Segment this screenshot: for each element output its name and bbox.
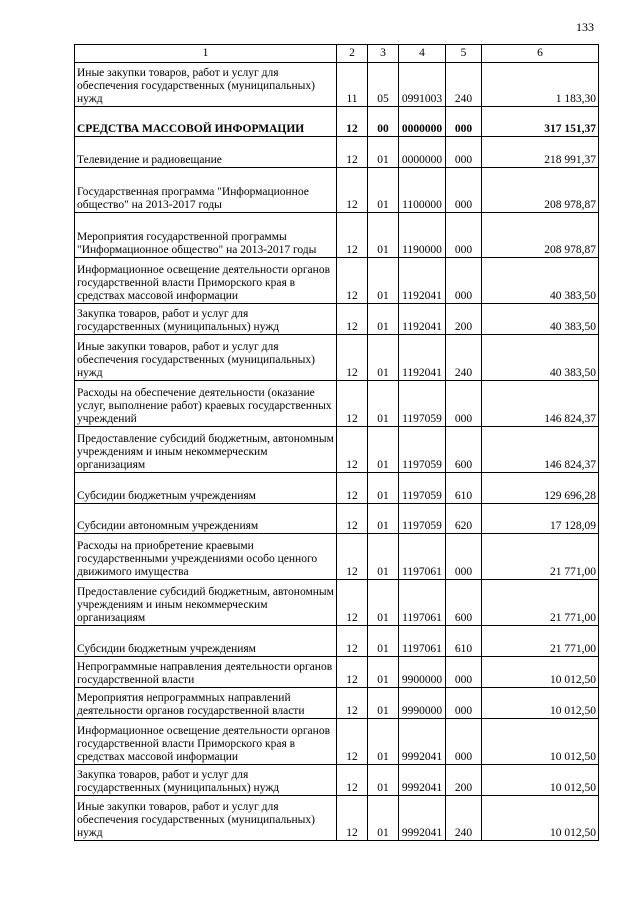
table-row [75,427,599,473]
row-expense-type: 000 [446,168,482,213]
row-target-code: 9992041 [399,796,446,841]
row-expense-type: 240 [446,335,482,381]
row-target-code: 1192041 [399,258,446,304]
row-amount: 21 771,00 [482,626,599,657]
row-expense-type: 610 [446,626,482,657]
budget-table [74,44,599,841]
row-section: 12 [337,258,368,304]
row-name: Государственная программа "Информационное общество" на 2013-2017 годы [75,168,337,213]
column-header: 2 [337,45,368,63]
row-subsection: 00 [368,107,399,137]
row-expense-type: 000 [446,107,482,137]
row-name: Субсидии автономным учреждениям [75,504,337,534]
row-target-code: 0000000 [399,137,446,168]
row-section: 12 [337,657,368,688]
table-row [75,719,599,765]
row-name: Закупка товаров, работ и услуг для государственных (муниципальных) нужд [75,304,337,335]
row-subsection: 05 [368,63,399,107]
row-section: 12 [337,168,368,213]
row-subsection: 01 [368,258,399,304]
table-row [75,534,599,580]
row-name: Субсидии бюджетным учреждениям [75,626,337,657]
row-expense-type: 000 [446,657,482,688]
row-amount: 1 183,30 [482,63,599,107]
row-target-code: 1197059 [399,504,446,534]
row-amount: 10 012,50 [482,688,599,719]
table-row [75,765,599,796]
column-header: 1 [75,45,337,63]
row-section: 12 [337,335,368,381]
row-amount: 146 824,37 [482,427,599,473]
table-row [75,796,599,841]
row-subsection: 01 [368,473,399,504]
row-section: 12 [337,688,368,719]
row-subsection: 01 [368,688,399,719]
row-expense-type: 240 [446,63,482,107]
row-name: Иные закупки товаров, работ и услуг для обеспечения государственных (муниципальных) нужд [75,335,337,381]
row-expense-type: 000 [446,213,482,258]
row-expense-type: 600 [446,580,482,626]
table-row [75,688,599,719]
row-name: Расходы на обеспечение деятельности (оказание услуг, выполнение работ) краевых государственных учреждений [75,381,337,427]
row-subsection: 01 [368,626,399,657]
row-subsection: 01 [368,168,399,213]
row-name: Иные закупки товаров, работ и услуг для обеспечения государственных (муниципальных) нужд [75,796,337,841]
table-row [75,657,599,688]
table-row [75,626,599,657]
row-target-code: 1197059 [399,473,446,504]
row-subsection: 01 [368,534,399,580]
row-target-code: 1197061 [399,626,446,657]
row-amount: 10 012,50 [482,796,599,841]
row-section: 12 [337,580,368,626]
row-subsection: 01 [368,335,399,381]
table-row [75,63,599,107]
row-name: Непрограммные направления деятельности органов государственной власти [75,657,337,688]
row-section: 12 [337,796,368,841]
row-amount: 317 151,37 [482,107,599,137]
row-name: Мероприятия непрограммных направлений деятельности органов государственной власти [75,688,337,719]
row-section: 12 [337,427,368,473]
table-row [75,258,599,304]
table-row [75,504,599,534]
row-expense-type: 000 [446,381,482,427]
column-header: 6 [482,45,599,63]
row-subsection: 01 [368,796,399,841]
column-header: 5 [446,45,482,63]
row-section: 12 [337,473,368,504]
row-section: 12 [337,213,368,258]
row-subsection: 01 [368,137,399,168]
row-amount: 10 012,50 [482,765,599,796]
row-target-code: 1197059 [399,381,446,427]
row-amount: 146 824,37 [482,381,599,427]
row-amount: 40 383,50 [482,258,599,304]
row-amount: 21 771,00 [482,580,599,626]
column-header: 4 [399,45,446,63]
row-section: 12 [337,626,368,657]
row-target-code: 1197059 [399,427,446,473]
row-expense-type: 200 [446,304,482,335]
row-name: Предоставление субсидий бюджетным, автономным учреждениям и иным некоммерческим организациям [75,580,337,626]
row-expense-type: 000 [446,534,482,580]
row-name: Телевидение и радиовещание [75,137,337,168]
table-row [75,168,599,213]
row-amount: 10 012,50 [482,719,599,765]
column-header: 3 [368,45,399,63]
table-row [75,580,599,626]
row-section: 12 [337,534,368,580]
table-row [75,107,599,137]
table-row [75,381,599,427]
row-subsection: 01 [368,719,399,765]
row-target-code: 0000000 [399,107,446,137]
row-amount: 129 696,28 [482,473,599,504]
table-row [75,213,599,258]
row-name: Субсидии бюджетным учреждениям [75,473,337,504]
row-target-code: 1197061 [399,534,446,580]
row-amount: 40 383,50 [482,335,599,381]
row-expense-type: 610 [446,473,482,504]
row-name: Предоставление субсидий бюджетным, автономным учреждениям и иным некоммерческим организациям [75,427,337,473]
row-expense-type: 600 [446,427,482,473]
row-amount: 208 978,87 [482,213,599,258]
row-section: 12 [337,304,368,335]
row-amount: 208 978,87 [482,168,599,213]
row-target-code: 9992041 [399,719,446,765]
row-amount: 40 383,50 [482,304,599,335]
row-expense-type: 620 [446,504,482,534]
row-subsection: 01 [368,381,399,427]
row-section: 12 [337,504,368,534]
row-target-code: 1197061 [399,580,446,626]
row-name: Расходы на приобретение краевыми государственными учреждениями особо ценного движимого имущества [75,534,337,580]
row-expense-type: 200 [446,765,482,796]
table-row [75,473,599,504]
row-subsection: 01 [368,504,399,534]
row-target-code: 1192041 [399,304,446,335]
row-section: 12 [337,107,368,137]
row-subsection: 01 [368,580,399,626]
row-amount: 10 012,50 [482,657,599,688]
row-amount: 21 771,00 [482,534,599,580]
row-expense-type: 000 [446,688,482,719]
row-target-code: 9900000 [399,657,446,688]
row-target-code: 1100000 [399,168,446,213]
row-amount: 218 991,37 [482,137,599,168]
row-expense-type: 240 [446,796,482,841]
row-target-code: 1192041 [399,335,446,381]
row-name: Информационное освещение деятельности органов государственной власти Приморского края в средствах массовой информации [75,258,337,304]
row-section: 12 [337,381,368,427]
row-name: Иные закупки товаров, работ и услуг для обеспечения государственных (муниципальных) нужд [75,63,337,107]
row-target-code: 1190000 [399,213,446,258]
row-target-code: 0991003 [399,63,446,107]
row-expense-type: 000 [446,137,482,168]
row-subsection: 01 [368,657,399,688]
page-number: 133 [576,20,594,34]
row-target-code: 9990000 [399,688,446,719]
row-name: СРЕДСТВА МАССОВОЙ ИНФОРМАЦИИ [75,107,337,137]
row-subsection: 01 [368,304,399,335]
row-section: 11 [337,63,368,107]
row-subsection: 01 [368,213,399,258]
row-section: 12 [337,719,368,765]
row-name: Информационное освещение деятельности органов государственной власти Приморского края в средствах массовой информации [75,719,337,765]
row-amount: 17 128,09 [482,504,599,534]
row-subsection: 01 [368,765,399,796]
table-row [75,137,599,168]
table-row [75,304,599,335]
row-target-code: 9992041 [399,765,446,796]
row-subsection: 01 [368,427,399,473]
row-expense-type: 000 [446,258,482,304]
row-name: Закупка товаров, работ и услуг для государственных (муниципальных) нужд [75,765,337,796]
table-row [75,335,599,381]
row-section: 12 [337,765,368,796]
row-name: Мероприятия государственной программы "Информационное общество" на 2013-2017 годы [75,213,337,258]
table-header-row [75,45,599,63]
row-expense-type: 000 [446,719,482,765]
row-section: 12 [337,137,368,168]
